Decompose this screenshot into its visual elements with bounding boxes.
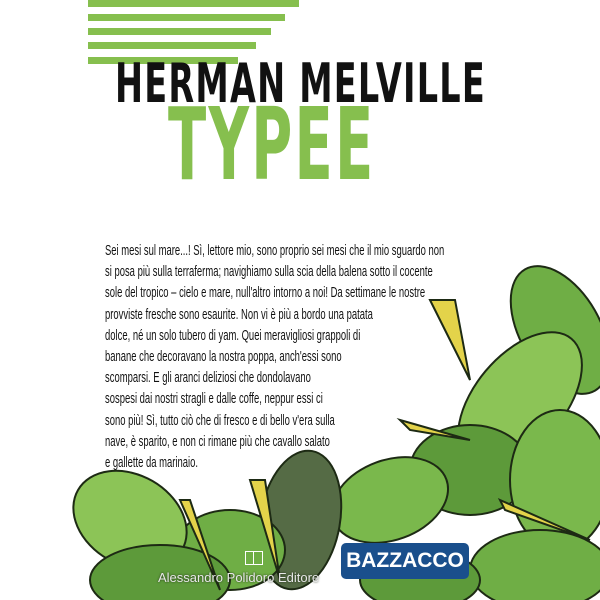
excerpt-line: si posa più sulla terraferma; navighiamo sulla scia della balena sotto il cocente (105, 263, 433, 281)
excerpt-line: sono più! Sì, tutto ciò che di fresco e di bello v'era sulla (105, 411, 335, 429)
excerpt-line: provviste fresche sono esaurite. Non vi è più a bordo una patata (105, 305, 373, 323)
excerpt-line: nave, è sparito, e non ci rimane più che cavallo salato (105, 432, 330, 450)
author-name: HERMAN MELVILLE (115, 52, 486, 115)
excerpt-line: Sei mesi sul mare...! Sì, lettore mio, sono proprio sei mesi che il mio sguardo non (105, 242, 445, 259)
open-book-icon (245, 551, 263, 565)
publisher-name: Alessandro Polidoro Editore (158, 570, 320, 585)
excerpt-line: banane che decoravano la nostra poppa, anch'essi sono (105, 348, 342, 366)
excerpt-text (105, 240, 489, 473)
book-title: TYPEE (168, 86, 376, 203)
excerpt-line: scomparsi. E gli aranci deliziosi che dondolavano (105, 369, 311, 387)
excerpt-line: sospesi dai nostri stragli e dalle coffe, neppur essi ci (105, 390, 323, 408)
excerpt-line: e gallette da marinaio. (105, 454, 198, 472)
excerpt-line: dolce, né un solo tubero di yam. Quei meravigliosi grappoli di (105, 326, 361, 344)
excerpt-line: sole del tropico – cielo e mare, null'altro intorno a noi! Da settimane le nostre (105, 284, 426, 302)
series-badge: BAZZACCO (341, 543, 469, 579)
